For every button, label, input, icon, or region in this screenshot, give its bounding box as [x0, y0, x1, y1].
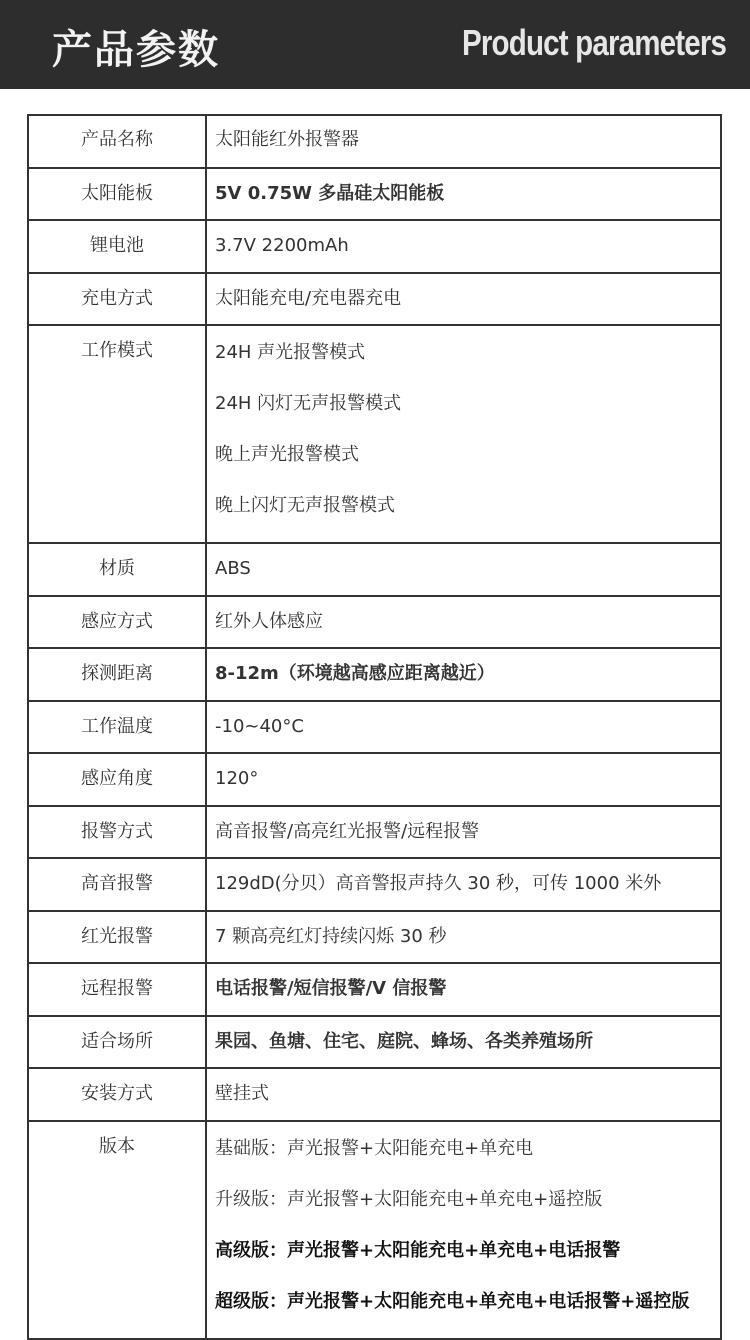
param-label: 报警方式: [28, 806, 206, 859]
param-label: 太阳能板: [28, 168, 206, 221]
param-label: 锂电池: [28, 220, 206, 273]
param-label: 红光报警: [28, 911, 206, 964]
table-row: [28, 325, 721, 543]
param-value: 7 颗高亮红灯持续闪烁 30 秒: [206, 911, 721, 964]
param-value: 果园、鱼塘、住宅、庭院、蜂场、各类养殖场所: [206, 1016, 721, 1069]
param-label: 安装方式: [28, 1068, 206, 1121]
table-row: [28, 858, 721, 911]
list-item: 24H 声光报警模式: [215, 342, 366, 363]
param-value: 太阳能红外报警器: [206, 115, 721, 168]
list-item: 24H 闪灯无声报警模式: [215, 393, 402, 414]
param-label: 工作模式: [28, 325, 206, 543]
table-row: [28, 1121, 721, 1339]
param-label: 产品名称: [28, 115, 206, 168]
param-value: 120°: [206, 753, 721, 806]
product-parameters-table: [27, 114, 722, 1340]
table-row: [28, 648, 721, 701]
param-value: 壁挂式: [206, 1068, 721, 1121]
param-label: 适合场所: [28, 1016, 206, 1069]
param-value: 太阳能充电/充电器充电: [206, 273, 721, 326]
param-value: 3.7V 2200mAh: [206, 220, 721, 273]
table-row: [28, 911, 721, 964]
param-label: 探测距离: [28, 648, 206, 701]
table-row: [28, 596, 721, 649]
param-value: 8-12m（环境越高感应距离越近）: [206, 648, 721, 701]
param-label: 感应角度: [28, 753, 206, 806]
param-label: 材质: [28, 543, 206, 596]
table-row: [28, 1068, 721, 1121]
page-header: [0, 0, 750, 89]
table-row: [28, 220, 721, 273]
table-row: [28, 701, 721, 754]
list-item: 高级版：声光报警+太阳能充电+单充电+电话报警: [215, 1239, 621, 1261]
param-label: 版本: [28, 1121, 206, 1339]
page-title-en: Product parameters: [461, 22, 726, 63]
param-label: 感应方式: [28, 596, 206, 649]
table-row: [28, 1016, 721, 1069]
param-value: 5V 0.75W 多晶硅太阳能板: [206, 168, 721, 221]
table-row: [28, 543, 721, 596]
param-value-list: [206, 325, 721, 543]
table-row: [28, 273, 721, 326]
table-row: [28, 753, 721, 806]
list-item: 晚上声光报警模式: [215, 444, 359, 465]
list-item: 超级版：声光报警+太阳能充电+单充电+电话报警+遥控版: [215, 1290, 690, 1312]
param-value: ABS: [206, 543, 721, 596]
param-label: 充电方式: [28, 273, 206, 326]
param-label: 高音报警: [28, 858, 206, 911]
param-value: -10~40°C: [206, 701, 721, 754]
param-value: 高音报警/高亮红光报警/远程报警: [206, 806, 721, 859]
param-value-list: [206, 1121, 721, 1339]
param-value: 129dD(分贝）高音警报声持久 30 秒，可传 1000 米外: [206, 858, 721, 911]
list-item: 升级版：声光报警+太阳能充电+单充电+遥控版: [215, 1188, 603, 1210]
table-row: [28, 963, 721, 1016]
page-title-cn: 产品参数: [52, 27, 220, 73]
param-label: 远程报警: [28, 963, 206, 1016]
param-value: 红外人体感应: [206, 596, 721, 649]
table-row: [28, 168, 721, 221]
list-item: 晚上闪灯无声报警模式: [215, 495, 395, 516]
param-value: 电话报警/短信报警/V 信报警: [206, 963, 721, 1016]
table-row: [28, 115, 721, 168]
list-item: 基础版：声光报警+太阳能充电+单充电: [215, 1137, 534, 1159]
table-row: [28, 806, 721, 859]
param-label: 工作温度: [28, 701, 206, 754]
